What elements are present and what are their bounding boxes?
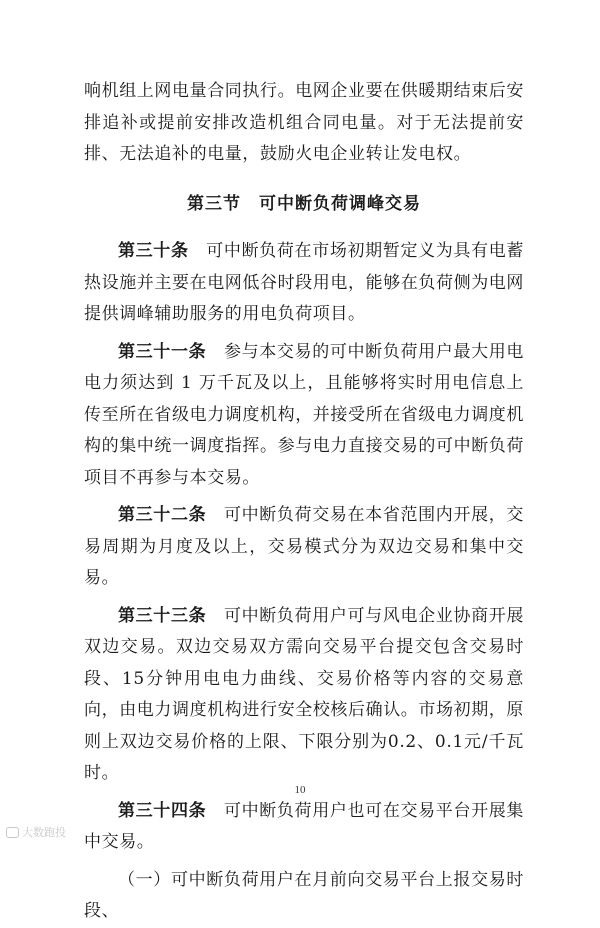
watermark-text: 大数跑投 [22,826,66,839]
article-34 [84,796,524,859]
article-31 [84,337,524,495]
article-label: 第三十三条 [118,605,207,626]
chat-bubble-icon [6,827,19,838]
article-text: 可中断负荷用户也可在交易平台开展集中交易。 [84,800,525,852]
section-title: 第三节 可中断负荷调峰交易 [187,193,421,214]
article-label: 第三十一条 [118,341,207,362]
article-text: 可中断负荷交易在本省范围内开展，交易周期为月度及以上，交易模式分为双边交易和集中交易。 [84,505,525,588]
article-label: 第三十条 [118,241,189,261]
watermark [6,824,66,840]
document-body [84,76,524,928]
paragraph-continued: 响机组上网电量合同执行。电网企业要在供暖期结束后安排追补或提前安排改造机组合同电量。对于无法提前安排、无法追补的电量，鼓励火电企业转让发电权。 [84,81,524,164]
article-33 [84,601,524,790]
article-label: 第三十四条 [118,800,207,821]
article-text: 可中断负荷在市场初期暂定义为具有电蓄热设施并主要在电网低谷时段用电，能够在负荷侧为电网提供调峰辅助服务的用电负荷项目。 [84,241,524,324]
page-number: 10 [294,784,306,796]
article-32 [84,500,524,595]
article-text: 参与本交易的可中断负荷用户最大用电电力须达到 1 万千瓦及以上，且能够将实时用电信息上传至所在省级电力调度机构，并接受所在省级电力调度机构的集中统一调度指挥。参与电力直接交易的可中断负荷项目不再参与本交易。 [84,341,525,488]
article-text: 可中断负荷用户可与风电企业协商开展双边交易。双边交易双方需向交易平台提交包含交易时段、15分钟用电电力曲线、交易价格等内容的交易意向，由电力调度机构进行安全校核后确认。市场初期，原则上双边交易价格的上限、下限分别为0.2、0.1元/千瓦时。 [84,605,525,783]
article-30 [84,236,524,331]
article-label: 第三十二条 [118,505,207,525]
list-item-1: （一）可中断负荷用户在月前向交易平台上报交易时段、 [84,869,524,921]
